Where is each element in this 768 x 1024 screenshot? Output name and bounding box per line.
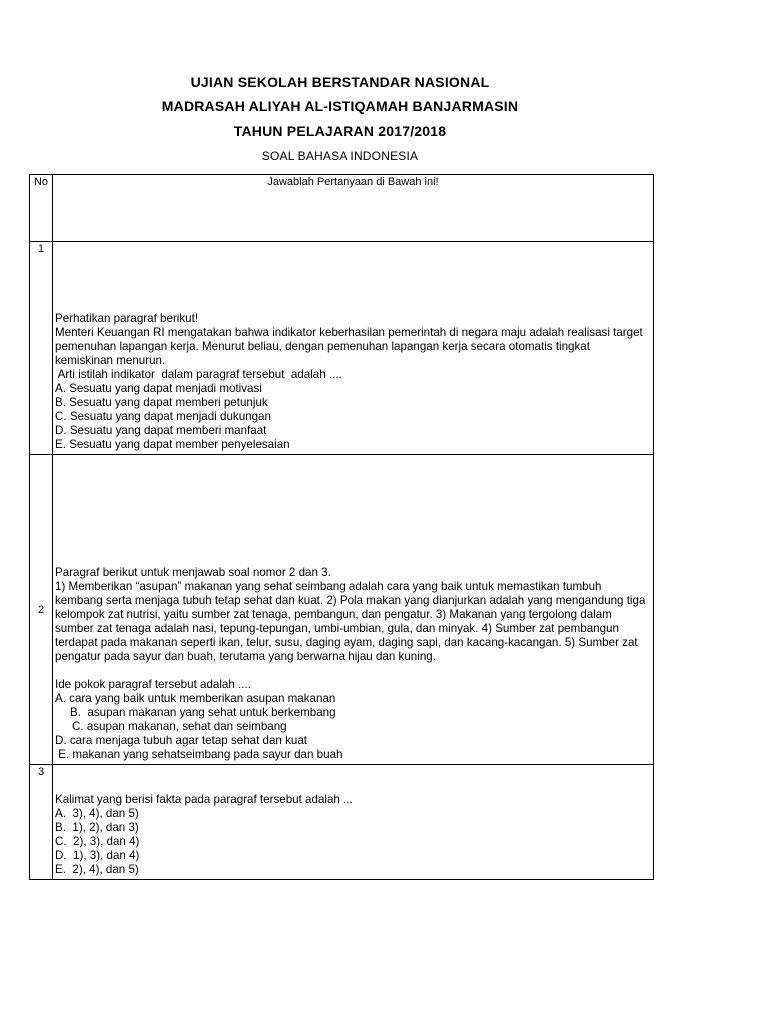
answer-option: E. Sesuatu yang dapat member penyelesaian (55, 438, 290, 451)
column-header-instruction: Jawablah Pertanyaan di Bawah ini! (53, 175, 654, 242)
question-prompt: Arti istilah indikator dalam paragraf tersebut adalah .... (55, 368, 342, 381)
answer-option: A. 3), 4), dan 5) (55, 807, 139, 820)
question-intro: Paragraf berikut untuk menjawab soal nomor 2 dan 3. (55, 566, 331, 579)
question-prompt: Kalimat yang berisi fakta pada paragraf tersebut adalah ... (55, 793, 353, 806)
question-intro: Perhatikan paragraf berikut! (55, 312, 199, 325)
question-row-1 (30, 242, 654, 455)
question-row-2 (30, 455, 654, 765)
answer-option: B. Sesuatu yang dapat memberi petunjuk (55, 396, 268, 409)
academic-year: TAHUN PELAJARAN 2017/2018 (233, 123, 447, 139)
question-number: 3 (30, 765, 53, 880)
question-cell (53, 765, 654, 880)
answer-option: B. asupan makanan yang sehat untuk berkembang (70, 706, 336, 719)
answer-option: D. Sesuatu yang dapat memberi manfaat (55, 424, 267, 437)
question-number: 2 (30, 455, 53, 765)
answer-option: E. makanan yang sehatseimbang pada sayur dan buah (55, 748, 343, 761)
answer-option: C. Sesuatu yang dapat menjadi dukungan (55, 410, 271, 423)
answer-option: E. 2), 4), dan 5) (55, 863, 139, 876)
answer-option: C. 2), 3), dan 4) (55, 835, 140, 848)
school-name: MADRASAH ALIYAH AL-ISTIQAMAH BANJARMASIN (161, 98, 519, 114)
question-number: 1 (30, 242, 53, 455)
question-cell (53, 455, 654, 765)
answer-option: B. 1), 2), dan 3) (55, 821, 139, 834)
question-prompt: Ide pokok paragraf tersebut adalah .... (55, 678, 251, 691)
column-header-no: No (30, 175, 53, 242)
question-table (29, 174, 654, 880)
question-passage: 1) Memberikan “asupan” makanan yang sehat seimbang adalah cara yang baik untuk memastikan tumbuh kembang serta menjaga tubuh tetap sehat dan kuat. 2) Pola makan yang dianjurkan adalah yang mengandung tiga kelompok zat nutrisi, yaitu sumber zat tenaga, pembangun, dan pengatur. 3) Makanan yang tergolong dalam sumber zat tenaga adalah nasi, tepung-tepungan, umbi-umbian, gula, dan minyak. 4) Sumber zat pembangun terdapat pada makanan seperti ikan, telur, susu, daging ayam, daging sapi, dan kacang-kacangan. 5) Sumber zat pengatur pada sayur dan buah, terutama yang berwarna hijau dan kuning. (55, 580, 646, 663)
answer-option: D. 1), 3), dan 4) (55, 849, 140, 862)
exam-title: UJIAN SEKOLAH BERSTANDAR NASIONAL (190, 74, 490, 90)
answer-option: C. asupan makanan, sehat dan seimbang (72, 720, 287, 733)
question-row-3 (30, 765, 654, 880)
answer-option: A. Sesuatu yang dapat menjadi motivasi (55, 382, 262, 395)
answer-option: A. cara yang baik untuk memberikan asupan makanan (55, 692, 336, 705)
question-cell (53, 242, 654, 455)
subject-title: SOAL BAHASA INDONESIA (261, 149, 419, 163)
answer-option: D. cara menjaga tubuh agar tetap sehat dan kuat (55, 734, 308, 747)
table-header-row (30, 175, 654, 242)
question-passage: Menteri Keuangan RI mengatakan bahwa indikator keberhasilan pemerintah di negara maju adalah realisasi target pemenuhan lapangan kerja. Menurut beliau, dengan pemenuhan lapangan kerja secara otomatis tingkat kemiskinan menurun. (55, 326, 643, 367)
